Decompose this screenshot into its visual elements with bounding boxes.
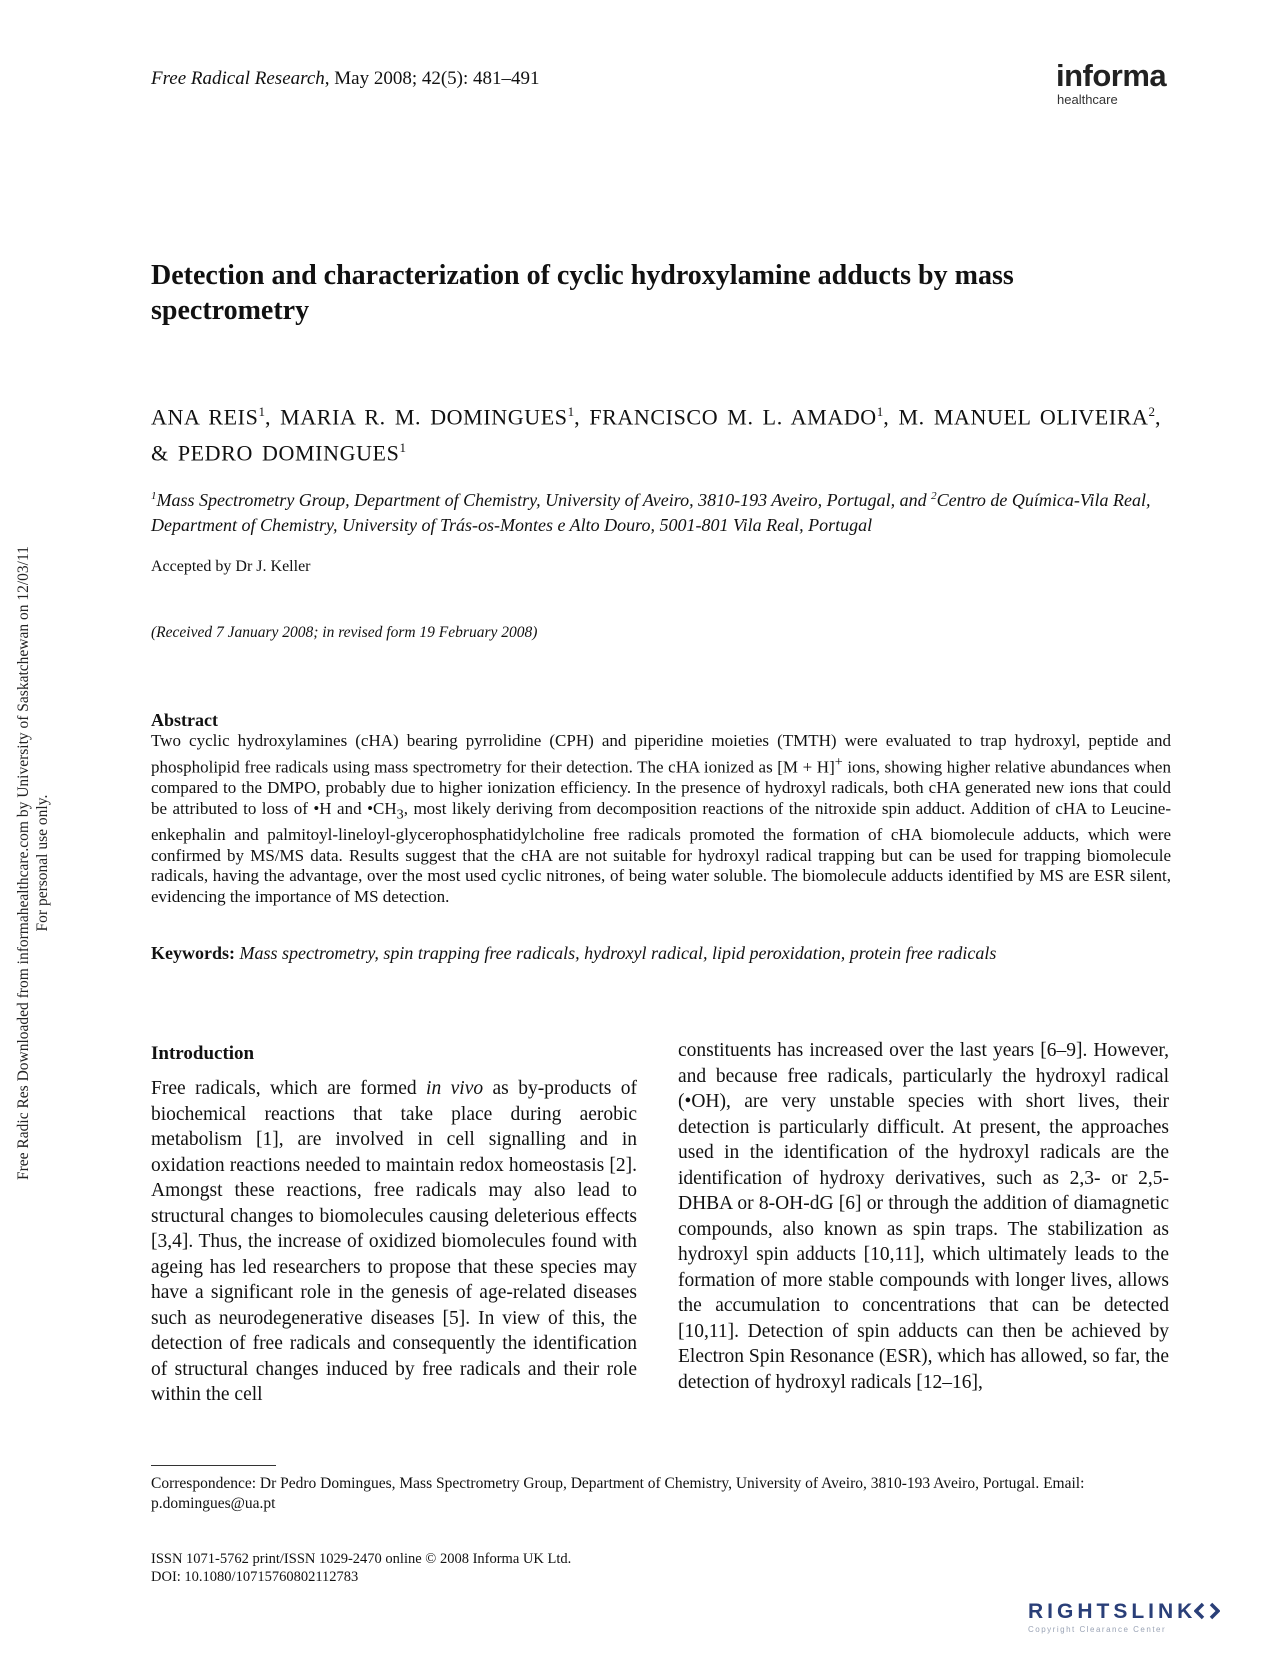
rightslink-subtitle: Copyright Clearance Center (1028, 1625, 1167, 1634)
rightslink-text: RIGHTSLINK (1028, 1600, 1197, 1623)
intro-right-b: ), are very unstable species with short lives, their detection is particularly difficult. At present, the approaches used in the identification of the hydroxyl radicals are the identification of hydroxy derivatives, such as 2,3- or 2,5-DHBA or 8-OH-dG [6] or through the addition of diamagnetic compounds, also known as spin traps. The stabilization as hydroxyl spin adducts [10,11], which ultimately leads to the formation of more stable compounds with longer lives, allows the accumulation to concentrations that can be detected [10,11]. Detection of spin adducts can then be achieved by Electron Spin Resonance (ESR), which has allowed, so far, the detection of hydroxyl radicals [12–16], (678, 1091, 1169, 1393)
accepted-by: Accepted by Dr J. Keller (151, 558, 311, 575)
rightslink-wordmark (1028, 1600, 1268, 1624)
watermark-line-1: Free Radic Res Downloaded from informahealthcare.com by University of Saskatchewan on 12/03/11 (15, 546, 32, 1180)
intro-column-right (678, 1038, 1169, 1395)
abstract-ch-sub: 3 (396, 806, 404, 823)
author-name: FRANCISCO M. L. AMADO (589, 404, 877, 430)
author-affiliation-marker: 2 (1148, 404, 1156, 419)
intro-left-b: as by-products of biochemical reactions that take place during aerobic metabolism [1], are involved in cell signalling and in oxidation reactions needed to maintain redox homeostasis [2]. Amongst these reactions, free radicals may also lead to structural changes to biomolecules causing deleterious effects [3,4]. Thus, the increase of oxidized biomolecules found with ageing has led researchers to propose that these species may have a significant role in the genesis of age-related diseases such as neurodegenerative diseases [5]. In view of this, the detection of free radicals and consequently the identification of structural changes induced by free radicals and their role within the cell (151, 1078, 638, 1405)
intro-right-radical: •OH (684, 1091, 720, 1112)
author-separator: , (574, 404, 590, 430)
abstract-and: and (331, 798, 368, 818)
journal-citation (151, 68, 540, 90)
affiliation-2-marker: 2 (931, 490, 937, 502)
affiliation-1-marker: 1 (151, 490, 157, 502)
doi-link[interactable]: DOI: 10.1080/10715760802112783 (151, 1569, 359, 1585)
author-affiliation-marker: 1 (876, 404, 884, 419)
author-separator: , (883, 404, 899, 430)
introduction-heading: Introduction (151, 1043, 255, 1064)
intro-left-italic: in vivo (426, 1078, 484, 1099)
affiliation-1: Mass Spectrometry Group, Department of Chemistry, University of Aveiro, 3810-193 Aveiro, Portugal, and (156, 490, 932, 510)
correspondence-note: Correspondence: Dr Pedro Domingues, Mass Spectrometry Group, Department of Chemistry, University of Aveiro, 3810-193 Aveiro, Portugal. Email: p.domingues@ua.pt (151, 1475, 1085, 1512)
intro-column-left (151, 1076, 637, 1408)
article-title: Detection and characterization of cyclic hydroxylamine adducts by mass spectrometry (151, 260, 1014, 326)
abstract-heading: Abstract (151, 710, 218, 730)
abstract-radical-h: •H (313, 798, 332, 818)
author-affiliation-marker: 1 (399, 440, 406, 456)
abstract-radical-ch: •CH (367, 798, 397, 818)
author-name: PEDRO DOMINGUES (177, 440, 400, 466)
keywords-label: Keywords: (151, 943, 235, 963)
author-name: M. MANUEL OLIVEIRA (898, 404, 1149, 430)
journal-issue: , May 2008; 42(5): 481–491 (324, 68, 540, 89)
footnote-rule (151, 1465, 276, 1466)
abstract-charge-sup: + (834, 753, 843, 770)
journal-name: Free Radical Research (151, 68, 325, 89)
abstract-part-3: , most likely deriving from decomposition reactions of the nitroxide spin adduct. Addition of cHA to Leucine-enkephalin and palmitoyl-lineloyl-glycerophosphatidylcholine free radicals promoted the formation of cHA biomolecule adducts, which were confirmed by MS/MS data. Results suggest that the cHA are not suitable for hydroxyl radical trapping but can be used for trapping biomolecule radicals, having the advantage, over the most used cyclic nitrones, of being water soluble. The biomolecule adducts identified by MS are ESR silent, evidencing the importance of MS detection. (151, 798, 1172, 906)
abstract-part-2: ions, showing higher relative abundances when compared to the DMPO, probably due to higher ionization efficiency. In the presence of hydroxyl radicals, both cHA generated new ions that could be attributed to loss of (151, 757, 1171, 818)
watermark-line-2: For personal use only. (34, 794, 51, 932)
abstract-part-1: Two cyclic hydroxylamines (cHA) bearing pyrrolidine (CPH) and piperidine moieties (TMTH) were evaluated to trap hydroxyl, peptide and phospholipid free radicals using mass spectrometry for their detection. The cHA ionized as [M + H] (151, 731, 1171, 777)
keywords (151, 943, 1171, 964)
publisher-logo-main: informa (1056, 58, 1167, 93)
download-watermark-text (14, 546, 52, 1180)
publisher-logo-sub: healthcare (1057, 92, 1118, 107)
rightslink-chevrons-icon (1194, 1602, 1220, 1620)
publication-info (151, 1550, 571, 1586)
author-separator: , (264, 404, 281, 430)
intro-right-a: constituents has increased over the last years [6–9]. However, and because free radicals, particularly the hydroxyl radical ( (678, 1040, 1169, 1112)
issn-line: ISSN 1071-5762 print/ISSN 1029-2470 online © 2008 Informa UK Ltd. (151, 1551, 572, 1567)
author-affiliation-marker: 1 (567, 404, 575, 419)
author-separator: , & (151, 404, 1162, 466)
intro-left-a: Free radicals, which are formed (151, 1078, 427, 1099)
author-name: MARIA R. M. DOMINGUES (280, 404, 568, 430)
received-dates: (Received 7 January 2008; in revised form 19 February 2008) (151, 624, 538, 641)
author-list (151, 396, 1171, 469)
author-name: ANA REIS (151, 404, 259, 430)
author-affiliation-marker: 1 (258, 404, 265, 419)
abstract-text (151, 731, 1171, 908)
keywords-list: Mass spectrometry, spin trapping free radicals, hydroxyl radical, lipid peroxidation, protein free radicals (239, 943, 997, 963)
affiliations (151, 484, 1171, 538)
affiliation-2: Centro de Química-Vila Real, Department of Chemistry, University of Trás-os-Montes e Alto Douro, 5001-801 Vila Real, Portugal (151, 490, 1151, 535)
publisher-logo (1056, 60, 1166, 107)
rightslink-logo[interactable] (1028, 1600, 1268, 1648)
